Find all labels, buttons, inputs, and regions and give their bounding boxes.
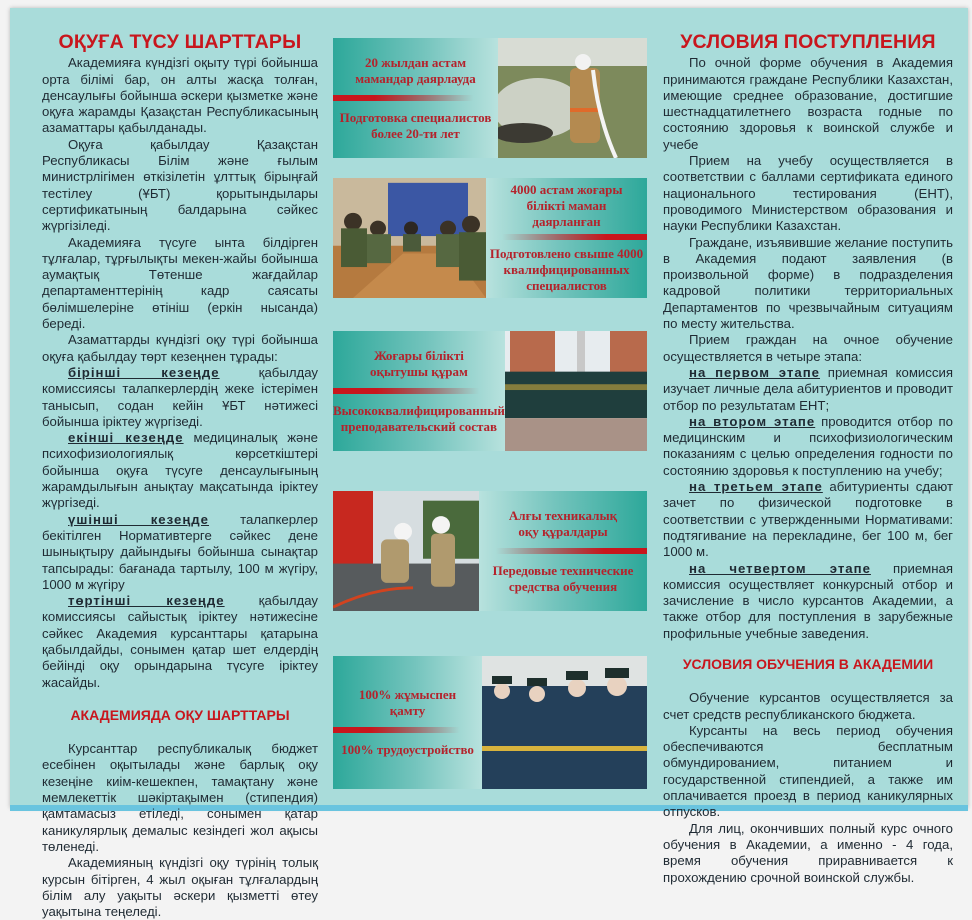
banner-text-panel [333, 331, 505, 451]
stage-term: на третьем этапе [689, 479, 823, 495]
paragraph: Академияға түсуге ынта білдірген тұлғалар, тұрғылықты мекен-жайы бойынша аумақтық Төтенше жағдайлар департаменттерінің кадр саясаты бөлімшелеріне өтініш (еркін нысанда) береді. [42, 234, 318, 332]
banner-ru-line: средства обучения [508, 578, 618, 594]
banner-ru-line: 100% трудоустройство [341, 742, 474, 757]
banner-ru-line: более 20-ти лет [371, 125, 460, 141]
banner-kk-line: даярланған [532, 214, 601, 229]
paragraph: Прием на учебу осуществляется в соответствии с баллами сертификата единого национального тестирования (ЕНТ), проводимого Министерством образования и науки Республики Казахстан. [663, 153, 953, 234]
stage-item [42, 593, 318, 691]
paragraph: Азаматтарды күндізгі оқу түрі бойынша оқуға қабылдау төрт кезеңнен тұрады: [42, 332, 318, 364]
cadets-parade-photo [482, 656, 647, 789]
banner-ru-line: преподавательский состав [340, 418, 498, 434]
stage-text: медициналық және психофизиологиялық көрсеткіштері бойынша оқуға түсуге денсаулығының жарамдылығын анықтау мақсатында іріктеу жүргізеді. [42, 430, 318, 511]
banner-employment [333, 656, 647, 789]
stage-text: приемная комиссия изучает личные дела абитуриентов и проводит отбор по результатам ЕНТ; [663, 364, 953, 413]
stage-text: қабылдау комиссиясы сайыстық іріктеу нәтижесіне сәйкес Академия курсанттары қатарына қабылдайды, сонымен қатар шет елдердің бейінді оқу орындарына түсуге іріктеу жасайды. [42, 593, 318, 690]
paragraph: По очной форме обучения в Академия принимаются граждане Республики Казахстан, имеющие среднее образование, достигшие шестнадцатилетнего возраста годные по состоянию здоровья к воинской службе и учебе [663, 55, 953, 152]
stage-term: үшінші кезеңде [68, 511, 210, 527]
stage-item [663, 365, 953, 414]
stage-text: талапкерлер бекітілген Нормативтерге сәйкес дене шынықтыру дайындығы бойынша сынақтар тапсырады: бағанада тартылу, 100 м жүгіру, 1000 м жүгіру [42, 511, 318, 592]
banner-ru-line: квалифицированных [503, 262, 630, 277]
stage-term: төртінші кезеңде [68, 593, 225, 609]
banner-kk-line: 100% жұмыспен [358, 687, 457, 702]
stage-item [663, 561, 953, 642]
stage-item [663, 414, 953, 479]
paragraph: Академияның күндізгі оқу түрінің толық курсын бітірген, 4 жыл оқыған тұлғалардың білім алу уақыты әскери қызметті өтеу уақытына теңеледі. [42, 855, 318, 920]
stage-text: проводится отбор по медицинским и психофизиологическим показаниям с целью определения годности по состоянию здоровья к поступлению на учебу; [663, 413, 953, 478]
right-column [663, 31, 953, 886]
stage-item [663, 479, 953, 560]
stage-item [42, 512, 318, 593]
banner-kk-line: 20 жылдан астам [364, 54, 467, 70]
left-column [42, 31, 318, 920]
banner-kk-line: оқытушы құрам [370, 363, 468, 379]
banner-kk-line: оқу құралдары [518, 523, 608, 539]
stage-term: бірінші кезеңде [68, 364, 220, 380]
paragraph: Оқуға қабылдау Қазақстан Республикасы Білім және ғылым министрлігімен өткізілетін ұлттық бірыңғай тестілеу (ҰБТ) қорытындылары сертификатының балдарына сәйкес жүргізіледі. [42, 136, 318, 234]
red-divider [333, 95, 498, 101]
faculty-group-photo [505, 331, 647, 451]
banner-kk-line: қамту [389, 703, 426, 718]
paragraph: Академияға күндізгі оқыту түрі бойынша орта білімі бар, он алты жасқа толған, денсаулығы бойынша әскери қызметке және оқуға жарамды Қазақстан Республикасының азаматтары қабылданады. [42, 55, 318, 136]
paragraph: Обучение курсантов осуществляется за счет средств республиканского бюджета. [663, 690, 953, 722]
banner-kk-line: Алғы техникалық [508, 507, 618, 523]
cadets-meeting-photo [333, 178, 486, 298]
stage-term: на первом этапе [689, 364, 821, 380]
firefighter-in-smoke-photo [498, 38, 647, 158]
study-conditions-title-ru: УСЛОВИЯ ОБУЧЕНИЯ В АКАДЕМИИ [682, 655, 934, 672]
banner-kk-line: мамандар даярлауда [355, 70, 476, 86]
stage-item [42, 365, 318, 430]
admission-title-kk: ОҚУҒА ТҮСУ ШАРТТАРЫ [58, 31, 302, 53]
stage-term: на четвертом этапе [689, 560, 871, 576]
paragraph: Курсанттар республикалық бюджет есебінен оқытылады және барлық оқу кезеңіне киім-кешекпен, тамақтану және мемлекеттік шәкіртақымен (стипендия) қамтамасыз етіледі, сонымен қатар каникулярлық демалыс кезіндегі жол ақысы төленеді. [42, 741, 318, 854]
banner-ru-line: Подготовка специалистов [339, 109, 492, 125]
banner-ru-line: Подготовлено свыше 4000 [489, 246, 644, 261]
paragraph: Граждане, изъявившие желание поступить в Академия подают заявления (в произвольной форме) в подразделения кадровой политики территориальных Департаментов по чрезвычайным ситуациям по месту жительства. [663, 234, 953, 332]
banner-kk-line: 4000 астам жоғары [510, 182, 623, 197]
banner-ru-line: Высококвалифицированный [333, 402, 505, 418]
red-divider [333, 727, 482, 733]
paragraph: Прием граждан на очное обучение осуществляется в четыре этапа: [663, 332, 953, 364]
rescue-equipment-photo [333, 491, 479, 611]
paragraph: Для лиц, окончивших полный курс очного обучения в Академии, а именно - 4 года, время обучения приравнивается к прохождению срочной воинской службы. [663, 820, 953, 885]
study-conditions-title-kk: АКАДЕМИЯДА ОҚУ ШАРТТАРЫ [70, 706, 290, 723]
banner-text-panel [333, 38, 498, 158]
banner-kk-line: Жоғары білікті [373, 347, 464, 363]
banner-experience [333, 38, 647, 158]
admission-title-ru: УСЛОВИЯ ПОСТУПЛЕНИЯ [680, 31, 936, 53]
banner-text-panel [479, 491, 647, 611]
banner-ru-line: Передовые технические [492, 562, 634, 578]
banner-faculty [333, 331, 647, 451]
stage-term: на втором этапе [689, 413, 816, 429]
stage-term: екінші кезеңде [68, 430, 184, 446]
stage-text: абитуриенты сдают зачет по физической подготовке в соответствии с утвержденными Нормативами: подтягивание на перекладине, бег 100 м, бег 1000 м. [663, 479, 953, 560]
stage-text: приемная комиссия осуществляет конкурсный отбор и зачисление в число курсантов Академии, а также отбор для поступления в зарубежные профильные учебные заведения. [663, 560, 953, 641]
banner-equipment [333, 491, 647, 611]
red-divider [333, 388, 505, 394]
stage-item [42, 430, 318, 511]
banner-text-panel [333, 656, 482, 789]
red-divider [486, 234, 647, 240]
banner-kk-line: білікті маман [526, 198, 607, 213]
banner-ru-line: специалистов [526, 278, 607, 293]
stage-text: қабылдау комиссиясы талапкерлердің жеке істерімен танысып, содан кейін ҰБТ нәтижесі бойынша іріктеу жүргізеді. [42, 364, 318, 429]
banner-text-panel [486, 178, 647, 298]
banner-graduates [333, 178, 647, 298]
red-divider [479, 548, 647, 554]
paragraph: Курсанты на весь период обучения обеспечиваются бесплатным обмундированием, питанием и государственной стипендией, а также им оплачивается проезд в период каникулярных отпусков. [663, 722, 953, 820]
